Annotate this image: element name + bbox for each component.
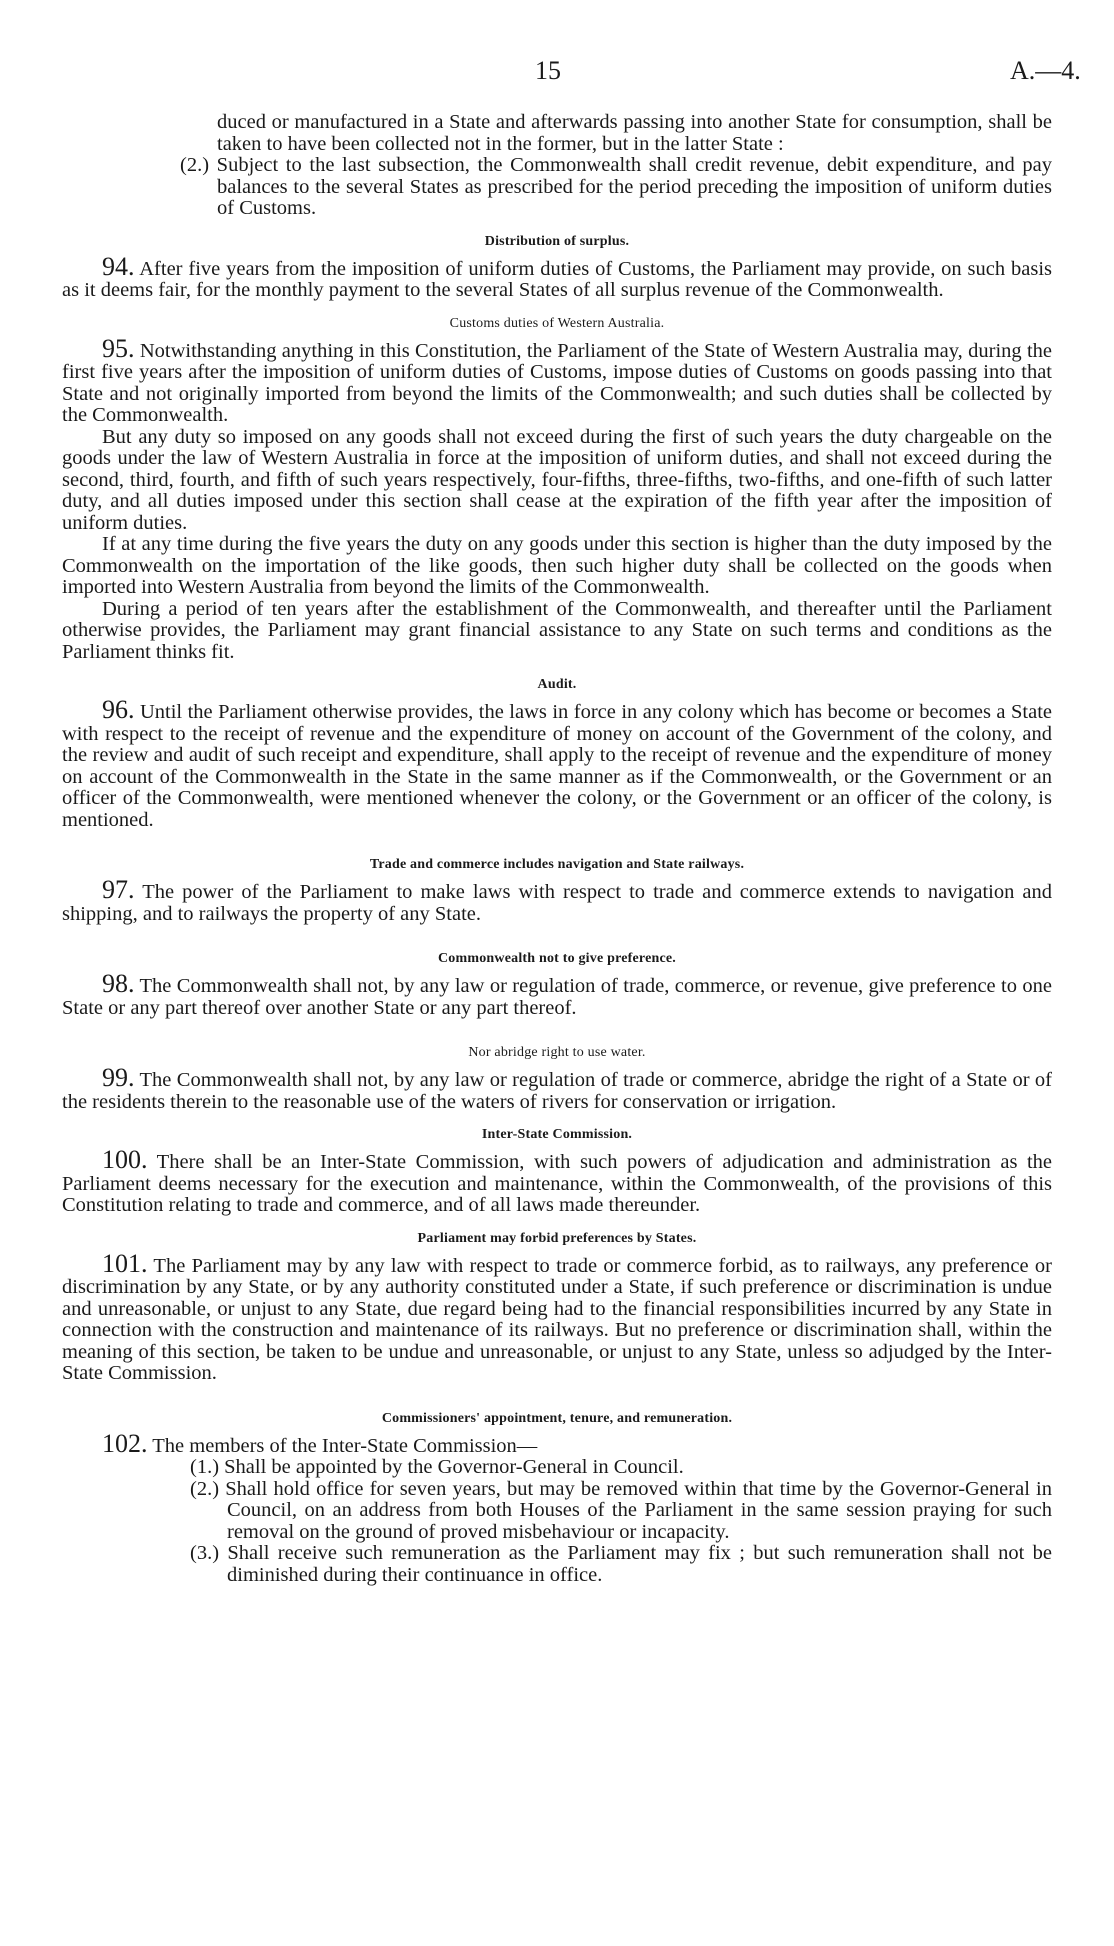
section-99-heading: Nor abridge right to use water. — [468, 1045, 646, 1060]
section-94 — [62, 251, 1052, 302]
section-102 — [62, 1428, 1052, 1458]
section-number: 99. — [102, 1063, 135, 1092]
subsection-text: Subject to the last subsection, the Commonwealth shall credit revenue, debit expenditure, and pay balances to the several States as prescribed for the period preceding the imposition of uniform duties of Customs. — [216, 154, 1053, 219]
page-reference: A.—4. — [1010, 56, 1081, 85]
section-101-heading: Parliament may forbid preferences by States. — [417, 1230, 697, 1246]
section-text: The members of the Inter-State Commission— — [152, 1434, 538, 1457]
section-102-item — [62, 1543, 1052, 1586]
section-text: Notwithstanding anything in this Constitution, the Parliament of the State of Western Australia may, during the first five years after the imposition of uniform duties of Customs, impose duties of Customs on goods passing into that State and not originally imported from beyond the limits of the Commonwealth; and such duties shall be collected by the Commonwealth. — [62, 339, 1053, 426]
section-99 — [62, 1063, 1052, 1113]
section-95-para-3: If at any time during the five years the duty on any goods under this section is higher than the duty imposed by the Commonwealth on the importation of the like goods, then such higher duty shall be collected on the goods when imported into Western Australia from beyond the limits of the Commonwealth. — [62, 533, 1052, 598]
section-number: 102. — [102, 1428, 148, 1458]
item-text: Shall hold office for seven years, but may be removed within that time by the Governor-General in Council, on an address from both Houses of the Parliament in the same session praying for such removal on the ground of proved misbehaviour or incapacity. — [225, 1477, 1053, 1543]
section-95 — [62, 333, 1053, 427]
section-text: The Parliament may by any law with respect to trade or commerce forbid, as to railways, any preference or discrimination by any State, or by any authority constituted under a State, if such preference or discrimination is undue and unreasonable, or unjust to any State, due regard being had to the financial responsibilities incurred by any State in connection with the construction and maintenance of its railways. But no preference or discrimination shall, within the meaning of this section, be taken to be undue and unreasonable, or unjust to any State, unless so adjudged by the Inter-State Commission. — [62, 1254, 1052, 1384]
section-97 — [62, 875, 1052, 925]
section-94-heading: Distribution of surplus. — [484, 233, 630, 249]
item-number: (3.) — [190, 1542, 220, 1564]
section-number: 98. — [102, 969, 135, 998]
section-102-heading: Commissioners' appointment, tenure, and remuneration. — [381, 1410, 733, 1426]
section-101 — [62, 1248, 1052, 1385]
section-98 — [62, 969, 1052, 1019]
item-number: (2.) — [190, 1477, 220, 1500]
item-text: Shall receive such remuneration as the Parliament may fix ; but such remuneration shall not be diminished during their continuance in office. — [227, 1542, 1053, 1586]
section-102-item — [62, 1479, 1052, 1544]
section-number: 96. — [102, 695, 135, 724]
section-number: 97. — [102, 875, 135, 904]
section-text: The power of the Parliament to make laws with respect to trade and commerce extends to navigation and shipping, and to railways the property of any State. — [62, 881, 1052, 925]
item-text: Shall be appointed by the Governor-General in Council. — [224, 1456, 684, 1478]
section-number: 95. — [102, 333, 135, 363]
section-number: 94. — [102, 251, 135, 281]
section-95-heading: Customs duties of Western Australia. — [449, 315, 665, 331]
section-text: After five years from the imposition of uniform duties of Customs, the Parliament may provide, on such basis as it deems fair, for the monthly payment to the several States of all surplus revenue of the Commonwealth. — [62, 257, 1052, 301]
section-number: 101. — [102, 1248, 148, 1278]
section-text: Until the Parliament otherwise provides, the laws in force in any colony which has become or becomes a State with respect to the receipt of revenue and the expenditure of money on account of the Government of the colony, and the review and audit of such receipt and expenditure, shall apply to the receipt of revenue and the expenditure of money on account of the Commonwealth in the State in the same manner as if the Commonwealth, or the Government or an officer of the Commonwealth, were mentioned whenever the colony, or the Government or an officer of the colony, is mentioned. — [62, 701, 1052, 831]
intro-continuation: duced or manufactured in a State and afterwards passing into another State for consumption, shall be taken to have been collected not in the former, but in the latter State : — [217, 111, 1052, 155]
section-100-heading: Inter-State Commission. — [481, 1127, 633, 1142]
section-text: The Commonwealth shall not, by any law or regulation of trade or commerce, abridge the right of a State or of the residents therein to the reasonable use of the waters of rivers for conservation or irrigation. — [62, 1069, 1052, 1113]
section-98-heading: Commonwealth not to give preference. — [437, 951, 677, 966]
section-text: There shall be an Inter-State Commission, with such powers of adjudication and administration as the Parliament deems necessary for the execution and maintenance, within the Commonwealth, of the provisions of this Constitution relating to trade and commerce, and of all laws made thereunder. — [62, 1151, 1052, 1216]
section-96-heading: Audit. — [537, 677, 577, 692]
document-body — [62, 112, 1052, 1586]
section-95-para-2: But any duty so imposed on any goods shall not exceed during the first of such years the duty chargeable on the goods under the law of Western Australia in force at the imposition of uniform duties, and shall not exceed during the second, third, fourth, and fifth of such years respectively, four-fifths, three-fifths, two-fifths, and one-fifth of such latter duty, and all duties imposed under this section shall cease at the expiration of the fifth year after the imposition of uniform duties. — [62, 425, 1052, 534]
section-96 — [62, 695, 1052, 831]
item-number: (1.) — [190, 1456, 220, 1478]
section-102-item — [62, 1457, 1052, 1479]
section-97-heading: Trade and commerce includes navigation and State railways. — [369, 857, 745, 872]
section-number: 100. — [102, 1145, 148, 1174]
intro-subsection-2 — [62, 155, 1052, 220]
page-number: 15 — [535, 56, 561, 85]
section-100 — [62, 1145, 1052, 1217]
section-text: The Commonwealth shall not, by any law or regulation of trade, commerce, or revenue, give preference to one State or any part thereof over another State or any part thereof. — [62, 975, 1052, 1019]
section-95-para-4: During a period of ten years after the establishment of the Commonwealth, and thereafter until the Parliament otherwise provides, the Parliament may grant financial assistance to any State on such terms and conditions as the Parliament thinks fit. — [62, 597, 1052, 663]
subsection-number: (2.) — [180, 154, 210, 176]
